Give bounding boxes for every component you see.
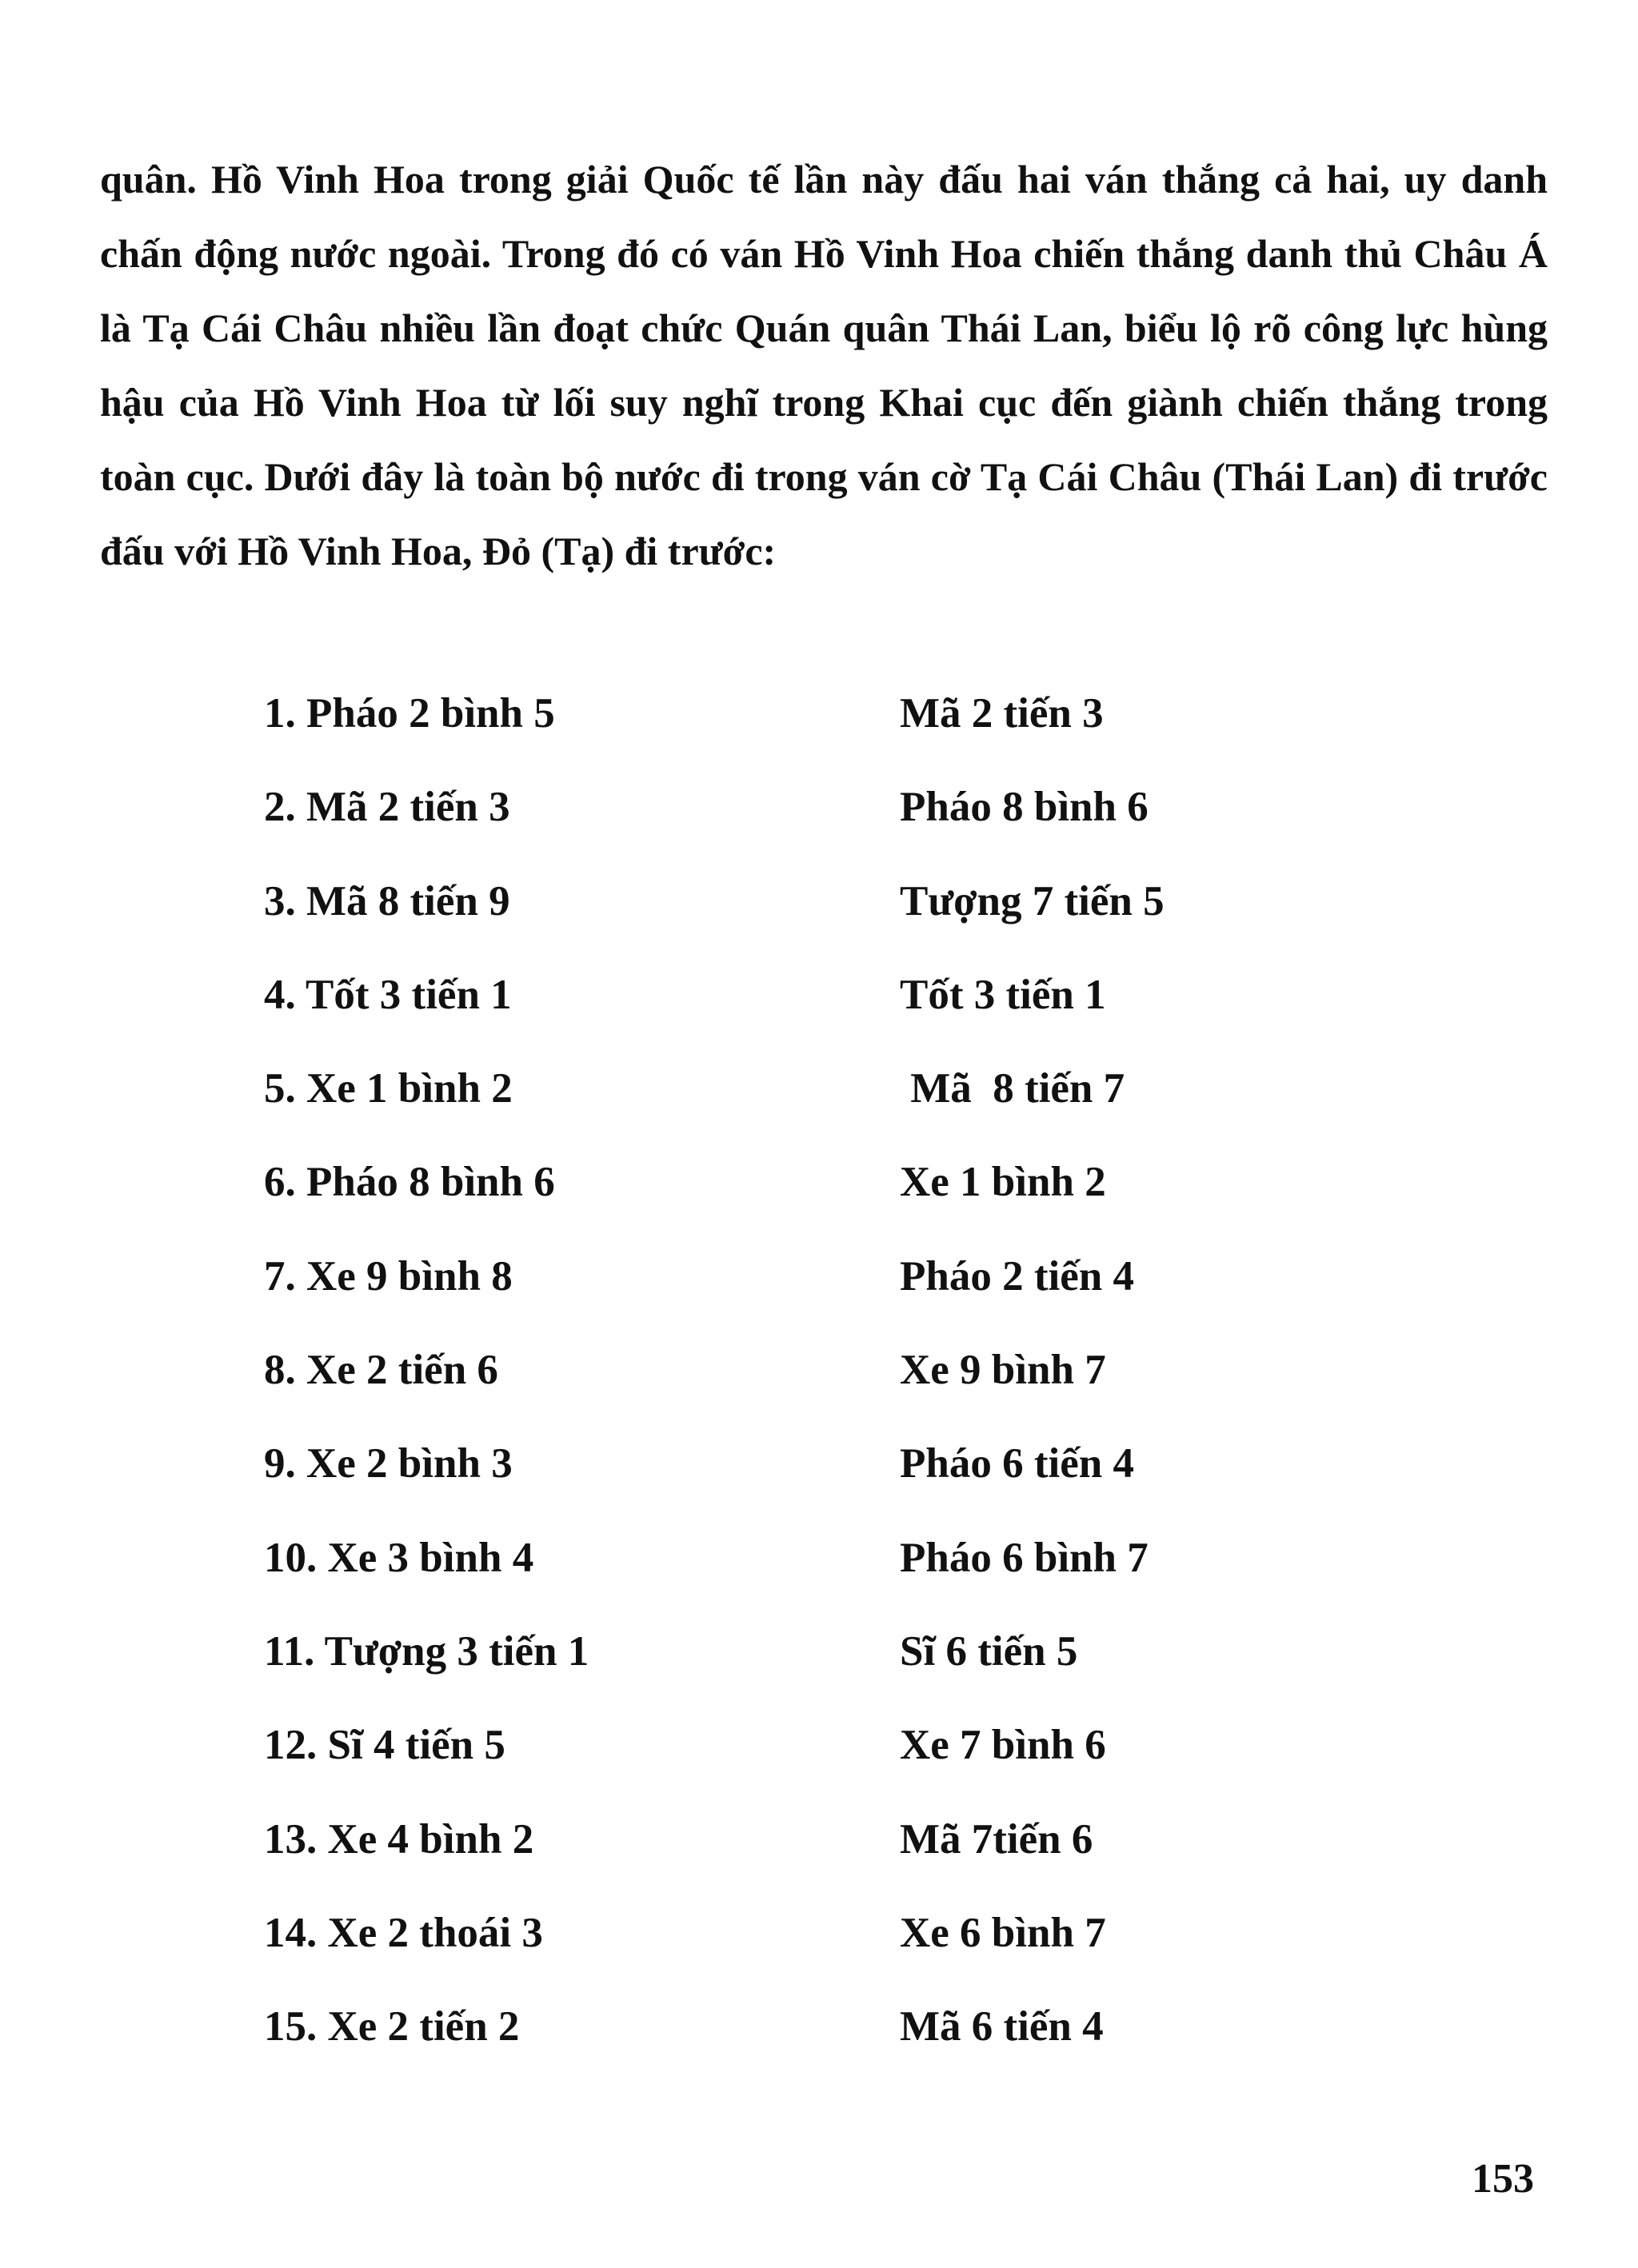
red-move: 12. Sĩ 4 tiến 5 <box>264 1722 505 1769</box>
move-row <box>264 1346 1304 1439</box>
red-move: 13. Xe 4 bình 2 <box>264 1815 534 1863</box>
black-move: Xe 9 bình 7 <box>900 1347 1106 1394</box>
black-move: Tốt 3 tiến 1 <box>900 971 1106 1018</box>
move-row <box>264 689 1304 783</box>
black-move: Xe 1 bình 2 <box>900 1159 1106 1206</box>
red-move: 2. Mã 2 tiến 3 <box>264 784 510 831</box>
red-move: 1. Pháo 2 bình 5 <box>264 690 555 737</box>
move-row <box>264 971 1304 1064</box>
move-row <box>264 1534 1304 1627</box>
red-move: 11. Tượng 3 tiến 1 <box>264 1627 589 1675</box>
move-list <box>264 689 1304 2096</box>
red-move: 10. Xe 3 bình 4 <box>264 1534 534 1581</box>
move-row <box>264 1064 1304 1158</box>
red-move: 5. Xe 1 bình 2 <box>264 1065 513 1112</box>
move-row <box>264 2002 1304 2096</box>
red-move: 7. Xe 9 bình 8 <box>264 1252 513 1300</box>
move-row <box>264 1721 1304 1815</box>
move-row <box>264 783 1304 876</box>
red-move: 3. Mã 8 tiến 9 <box>264 877 510 924</box>
move-row <box>264 1158 1304 1252</box>
red-move: 14. Xe 2 thoái 3 <box>264 1909 543 1956</box>
move-row <box>264 1439 1304 1533</box>
move-row <box>264 1252 1304 1346</box>
black-move: Tượng 7 tiến 5 <box>900 877 1165 924</box>
red-move: 4. Tốt 3 tiến 1 <box>264 971 512 1018</box>
move-row <box>264 877 1304 971</box>
black-move: Pháo 2 tiến 4 <box>900 1252 1134 1300</box>
black-move: Pháo 6 tiến 4 <box>900 1440 1134 1487</box>
red-move: 6. Pháo 8 bình 6 <box>264 1159 555 1206</box>
body-paragraph: quân. Hồ Vinh Hoa trong giải Quốc tế lần này đấu hai ván thắng cả hai, uy danh chấn động nước ngoài. Trong đó có ván Hồ Vinh Hoa chiến thắng danh thủ Châu Á là Tạ Cái Châu nhiều lần đoạt chức Quán quân Thái Lan, biểu lộ rõ công lực hùng hậu của Hồ Vinh Hoa từ lối suy nghĩ trong Khai cục đến giành chiến thắng trong toàn cục. Dưới đây là toàn bộ nước đi trong ván cờ Tạ Cái Châu (Thái Lan) đi trước đấu với Hồ Vinh Hoa, Đỏ (Tạ) đi trước: <box>100 157 1548 573</box>
black-move: Xe 7 bình 6 <box>900 1722 1106 1769</box>
black-move: Pháo 8 bình 6 <box>900 784 1149 831</box>
black-move: Xe 6 bình 7 <box>900 1909 1106 1956</box>
black-move: Mã 6 tiến 4 <box>900 2003 1104 2050</box>
black-move: Sĩ 6 tiến 5 <box>900 1627 1078 1675</box>
black-move: Mã 7tiến 6 <box>900 1815 1093 1863</box>
move-row <box>264 1627 1304 1721</box>
black-move: Pháo 6 bình 7 <box>900 1534 1149 1581</box>
page-number: 153 <box>1472 2156 1534 2202</box>
red-move: 15. Xe 2 tiến 2 <box>264 2003 520 2050</box>
black-move: Mã 2 tiến 3 <box>900 690 1104 737</box>
black-move: Mã 8 tiến 7 <box>900 1065 1125 1112</box>
red-move: 8. Xe 2 tiến 6 <box>264 1347 498 1394</box>
move-row <box>264 1815 1304 1909</box>
red-move: 9. Xe 2 bình 3 <box>264 1440 513 1487</box>
move-row <box>264 1909 1304 2002</box>
